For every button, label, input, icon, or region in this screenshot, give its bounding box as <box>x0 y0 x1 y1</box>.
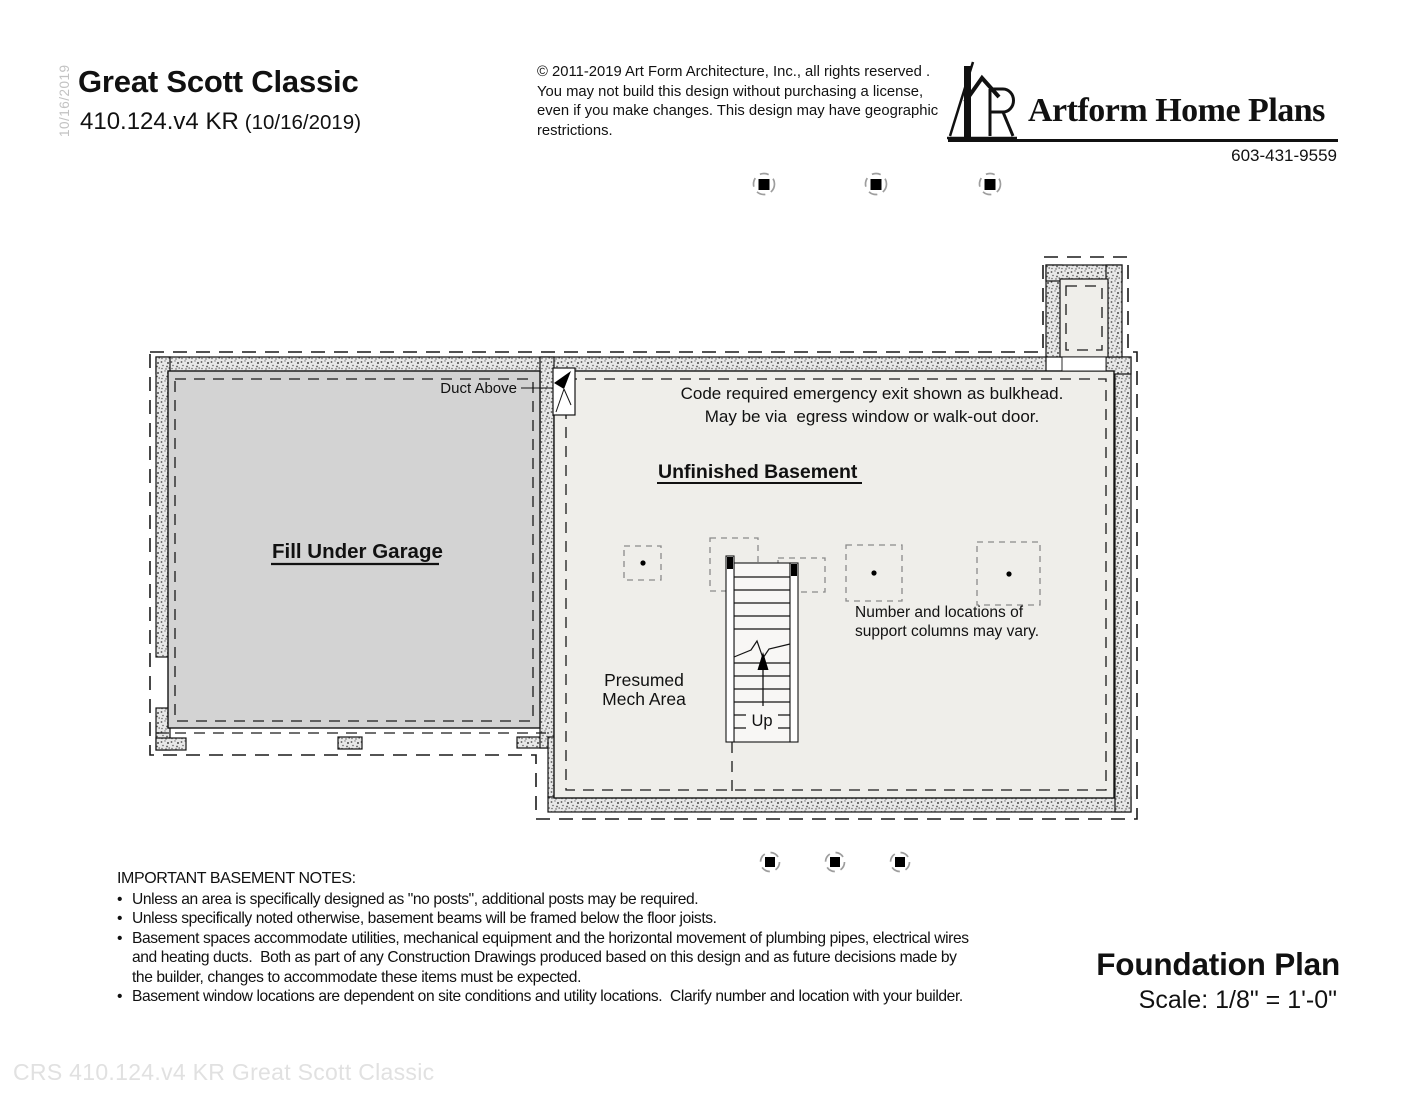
garage-door-pier <box>338 737 362 749</box>
drawing-title: Foundation Plan <box>1096 946 1340 982</box>
title-block <box>1096 946 1340 1015</box>
wall-left-corner-pier <box>156 738 186 750</box>
bullet-glyph: • <box>117 988 123 1005</box>
note-text: Basement spaces accommodate utilities, mechanical equipment and the horizontal movement of plumbing pipes, electrical wires and heating ducts. Both as part of any Construction Drawings produced based on this design and as future decisions made by the builder, changes to accommodate these items must be expected. <box>132 929 973 986</box>
page-title: Great Scott Classic <box>78 64 359 99</box>
copyright-line: You may not build this design without purchasing a license, <box>537 83 924 100</box>
stair-stringer-right <box>790 563 798 742</box>
note-item <box>117 929 973 988</box>
vertical-date: 10/16/2019 <box>57 64 72 137</box>
wall-bottom <box>548 797 1131 812</box>
note-item <box>117 890 969 910</box>
notes-heading: IMPORTANT BASEMENT NOTES: <box>117 870 356 887</box>
support-columns-note: Number and locations of <box>855 604 1024 621</box>
logo-phone: 603-431-9559 <box>1231 146 1337 165</box>
copyright-line: restrictions. <box>537 122 613 139</box>
basement-notes <box>117 869 973 1007</box>
stair-newel <box>791 564 797 576</box>
plan-date: (10/16/2019) <box>244 111 362 134</box>
column-dot <box>640 560 645 565</box>
bullet-glyph: • <box>117 890 123 908</box>
emergency-exit-note: Code required emergency exit shown as bulkhead. <box>680 384 1064 403</box>
column-dot <box>1006 571 1011 576</box>
column-dot <box>871 570 876 575</box>
copyright-line: even if you make changes. This design may have geographic <box>537 103 939 120</box>
mech-area-label: Mech Area <box>602 689 686 709</box>
top-column-markers <box>754 174 1001 195</box>
stair-stringer-left <box>726 556 734 742</box>
stair-up-label: Up <box>751 712 773 730</box>
note-item <box>117 909 969 929</box>
unfinished-basement-label: Unfinished Basement <box>658 461 858 483</box>
note-text: Unless an area is specifically designed as "no posts", additional posts may be required. <box>132 890 699 908</box>
support-columns-note: support columns may vary. <box>855 623 1040 640</box>
mech-area-label: Presumed <box>604 670 684 690</box>
stair-newel <box>727 557 733 569</box>
column-marker <box>980 174 1001 195</box>
bullet-glyph: • <box>117 929 123 947</box>
wall-garage-basement <box>540 357 554 748</box>
drawing-scale: Scale: 1/8" = 1'-0" <box>1138 986 1337 1014</box>
duct-above-label: Duct Above <box>440 380 517 397</box>
basement-floor <box>554 371 1114 798</box>
copyright-line: © 2011-2019 Art Form Architecture, Inc., all rights reserved . <box>537 64 931 80</box>
bulkhead-threshold <box>1062 357 1106 371</box>
wall-right <box>1115 357 1131 812</box>
logo-name: Artform Home Plans <box>1028 92 1325 129</box>
note-text: Unless specifically noted otherwise, basement beams will be framed below the floor joists. <box>132 910 717 927</box>
bullet-glyph: • <box>117 910 123 927</box>
fill-under-garage-label: Fill Under Garage <box>272 540 443 563</box>
plan-number: 410.124.v4 KR <box>80 108 239 135</box>
duct-symbol <box>553 368 575 415</box>
emergency-exit-note: May be via egress window or walk-out door. <box>704 407 1040 426</box>
column-marker <box>866 174 887 195</box>
watermark: CRS 410.124.v4 KR Great Scott Classic <box>13 1059 435 1085</box>
column-marker <box>754 174 775 195</box>
note-text: Basement window locations are dependent on site conditions and utility locations. Clarify number and location with your builder. <box>132 988 963 1005</box>
note-item <box>117 987 969 1007</box>
bulkhead-floor <box>1060 279 1108 357</box>
